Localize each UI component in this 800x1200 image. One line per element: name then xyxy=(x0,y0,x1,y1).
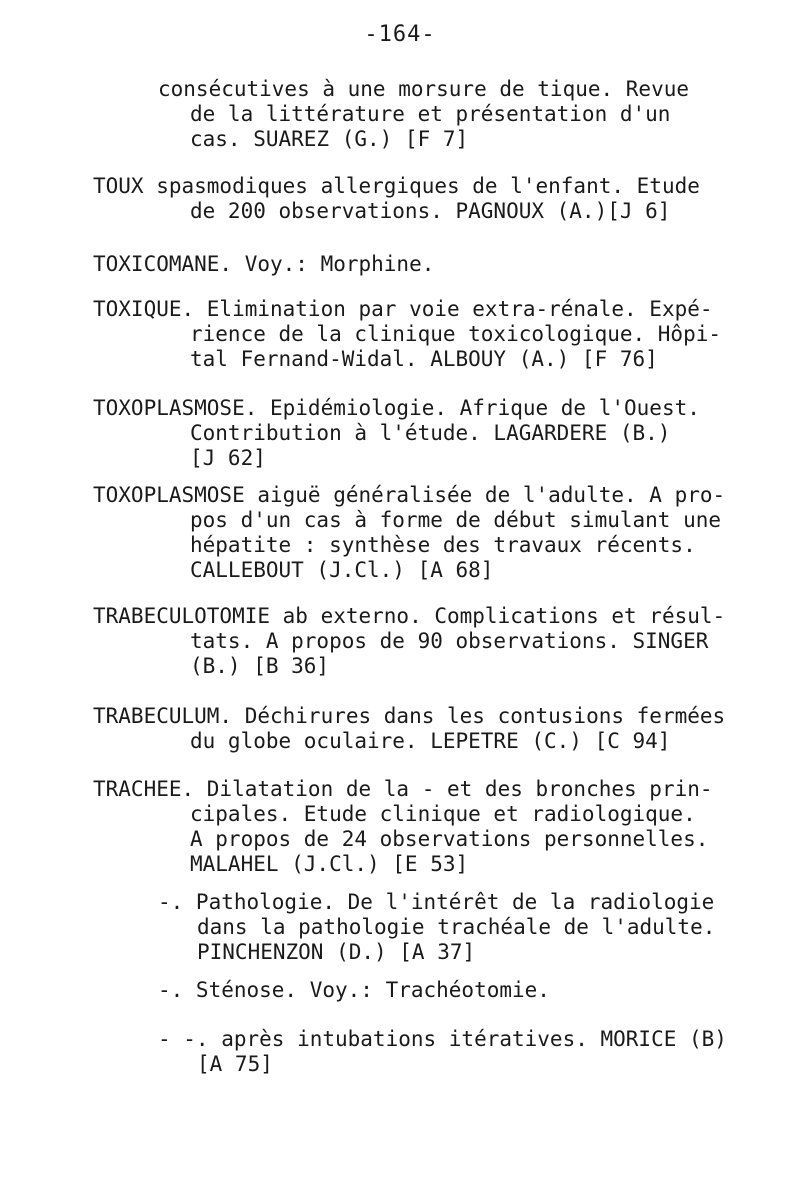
entry-line: hépatite : synthèse des travaux récents. xyxy=(190,533,696,557)
entry-line: tal Fernand-Widal. ALBOUY (A.) [F 76] xyxy=(190,347,658,371)
index-entry xyxy=(93,77,753,152)
entry-line: [A 75] xyxy=(197,1052,273,1076)
index-entry xyxy=(93,704,753,754)
entry-line: -. Sténose. Voy.: Trachéotomie. xyxy=(158,978,550,1002)
entry-line: PINCHENZON (D.) [A 37] xyxy=(197,940,476,964)
entry-line: CALLEBOUT (J.Cl.) [A 68] xyxy=(190,558,494,582)
entry-line: de 200 observations. PAGNOUX (A.)[J 6] xyxy=(190,199,671,223)
entry-line: A propos de 24 observations personnelles. xyxy=(190,827,709,851)
page-number: -164- xyxy=(364,22,436,47)
entry-line: cipales. Etude clinique et radiologique. xyxy=(190,802,696,826)
index-entry xyxy=(93,396,753,471)
entry-line: TOXICOMANE. Voy.: Morphine. xyxy=(93,252,435,276)
entry-line: TRABECULUM. Déchirures dans les contusions fermées xyxy=(93,704,726,728)
entry-line: -. Pathologie. De l'intérêt de la radiologie xyxy=(158,890,715,914)
entry-line: dans la pathologie trachéale de l'adulte. xyxy=(197,915,716,939)
entry-line: cas. SUAREZ (G.) [F 7] xyxy=(190,127,469,151)
index-entry xyxy=(93,297,753,372)
entry-line: consécutives à une morsure de tique. Revue xyxy=(158,77,690,101)
entry-line: pos d'un cas à forme de début simulant une xyxy=(190,508,722,532)
index-entry xyxy=(93,174,753,224)
index-entry xyxy=(93,604,753,679)
entry-line: TOUX spasmodiques allergiques de l'enfant. Etude xyxy=(93,174,700,198)
entry-line: TOXIQUE. Elimination par voie extra-rénale. Expé- xyxy=(93,297,713,321)
entry-line: TOXOPLASMOSE. Epidémiologie. Afrique de l'Ouest. xyxy=(93,396,700,420)
entry-line: du globe oculaire. LEPETRE (C.) [C 94] xyxy=(190,729,671,753)
entry-line: de la littérature et présentation d'un xyxy=(190,102,671,126)
index-entry xyxy=(93,252,753,277)
entry-line: TRABECULOTOMIE ab externo. Complications et résul- xyxy=(93,604,726,628)
entry-line: rience de la clinique toxicologique. Hôpi- xyxy=(190,322,722,346)
entry-line: TRACHEE. Dilatation de la - et des bronches prin- xyxy=(93,777,713,801)
index-subentry xyxy=(100,890,760,965)
index-entry xyxy=(93,483,753,583)
entry-line: tats. A propos de 90 observations. SINGER xyxy=(190,629,709,653)
entry-line: MALAHEL (J.Cl.) [E 53] xyxy=(190,852,469,876)
index-subentry xyxy=(100,1027,760,1077)
entry-line: Contribution à l'étude. LAGARDERE (B.) xyxy=(190,421,671,445)
entry-line: - -. après intubations itératives. MORICE (B) xyxy=(158,1027,727,1051)
entry-line: TOXOPLASMOSE aiguë généralisée de l'adulte. A pro- xyxy=(93,483,726,507)
index-subentry xyxy=(100,978,760,1003)
entry-line: (B.) [B 36] xyxy=(190,654,330,678)
index-entry xyxy=(93,777,753,877)
entry-line: [J 62] xyxy=(190,446,266,470)
